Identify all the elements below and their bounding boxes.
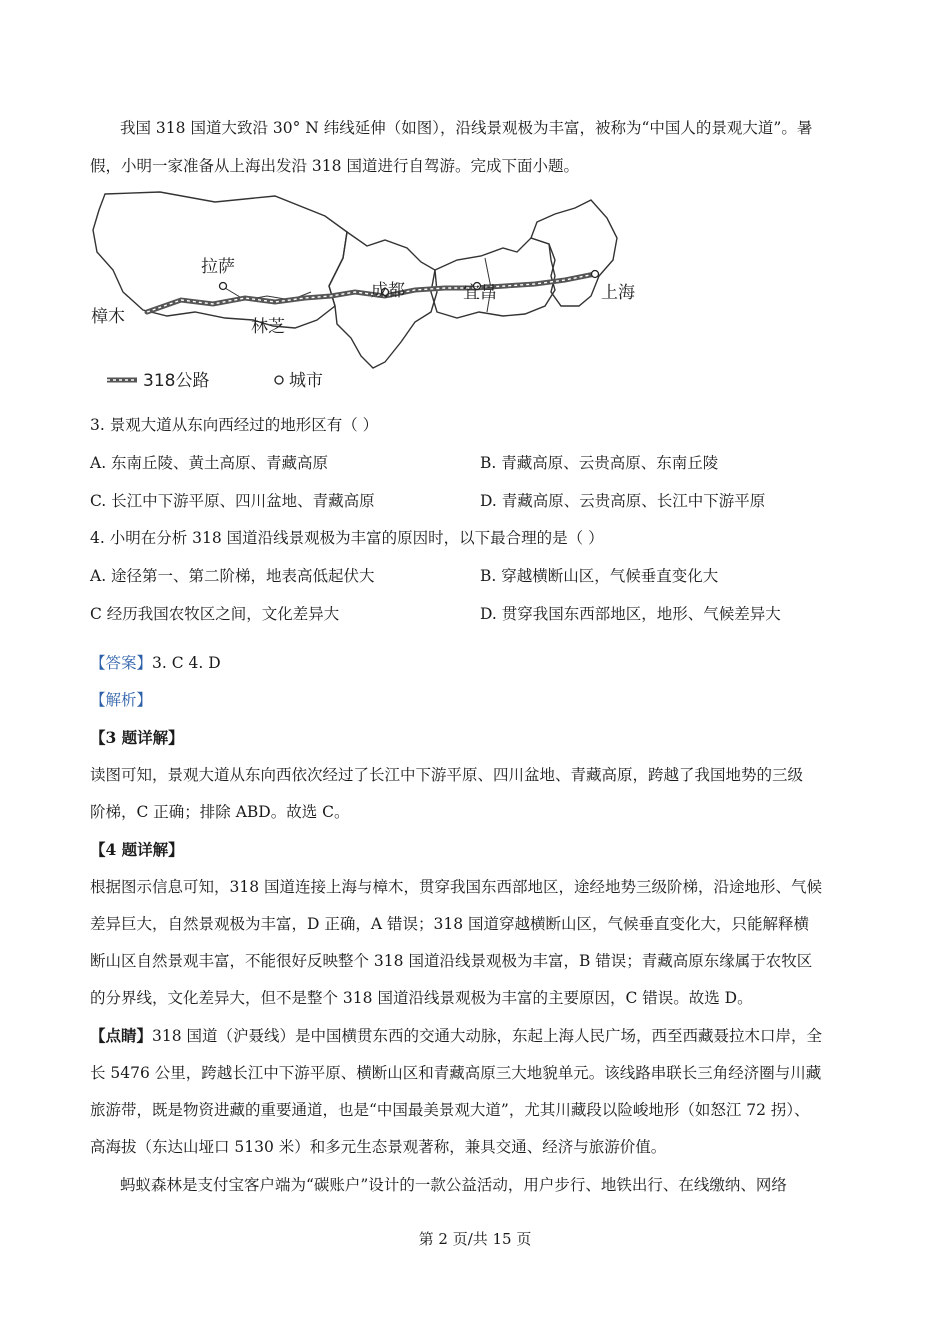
legend-city-icon	[275, 376, 283, 384]
city-label-shanghai: 上海	[601, 283, 635, 303]
detail-4-line-3: 断山区自然景观丰富，不能很好反映整个 318 国道沿线景观极为丰富，B 错误；青藏高原东缘属于农牧区	[90, 952, 813, 970]
city-marker	[220, 283, 227, 290]
tip-label: 【点睛】	[90, 1026, 153, 1045]
detail-3-line-1: 读图可知，景观大道从东向西依次经过了长江中下游平原、四川盆地、青藏高原，跨越了我国地势的三级	[90, 766, 804, 784]
answer-value: 3. C 4. D	[152, 654, 221, 672]
city-label-chengdu: 成都	[371, 281, 405, 301]
page-footer: 第 2 页/共 15 页	[418, 1230, 532, 1248]
answer-line	[90, 652, 221, 674]
detail-4-line-2: 差异巨大，自然景观极为丰富，D 正确，A 错误；318 国道穿越横断山区，气候垂直变化大，只能解释横	[90, 915, 809, 933]
city-marker	[592, 271, 599, 278]
legend-route-label: 318公路	[143, 371, 210, 391]
tip-text: 318 国道（沪聂线）是中国横贯东西的交通大动脉，东起上海人民广场，西至西藏聂拉木口岸，全	[152, 1027, 823, 1045]
tip-line-3: 旅游带，既是物资进藏的重要通道，也是“中国最美景观大道”，尤其川藏段以险峻地形（如怒江 72 拐）、	[90, 1101, 810, 1119]
question-4-stem: 4. 小明在分析 318 国道沿线景观极为丰富的原因时，以下最合理的是（ ）	[90, 529, 604, 547]
question-4-option-b: B. 穿越横断山区，气候垂直变化大	[480, 567, 719, 585]
legend-city-label: 城市	[289, 371, 323, 391]
intro-line-2: 假，小明一家准备从上海出发沿 318 国道进行自驾游。完成下面小题。	[90, 157, 579, 175]
city-label-lasa: 拉萨	[201, 257, 235, 277]
analysis-label: 【解析】	[90, 691, 153, 709]
detail-4-line-4: 的分界线，文化差异大，但不是整个 318 国道沿线景观极为丰富的主要原因，C 错误。故选 D。	[90, 989, 753, 1007]
question-3-option-d: D. 青藏高原、云贵高原、长江中下游平原	[480, 492, 766, 510]
intro-line-1: 我国 318 国道大致沿 30° N 纬线延伸（如图），沿线景观极为丰富，被称为“中国人的景观大道”。暑	[120, 119, 813, 137]
map-region-central	[431, 238, 555, 318]
question-3-option-c: C. 长江中下游平原、四川盆地、青藏高原	[90, 492, 375, 510]
question-4-option-c: C 经历我国农牧区之间，文化差异大	[90, 605, 340, 623]
tip-line-4: 高海拔（东达山垭口 5130 米）和多元生态景观著称，兼具交通、经济与旅游价值。	[90, 1138, 667, 1156]
tip-line-1	[90, 1025, 822, 1047]
answer-label: 【答案】	[90, 654, 153, 672]
question-3-option-b: B. 青藏高原、云贵高原、东南丘陵	[480, 454, 719, 472]
city-label-zhangmu: 樟木	[91, 307, 125, 327]
tip-line-2: 长 5476 公里，跨越长江中下游平原、横断山区和青藏高原三大地貌单元。该线路串联长三角经济圈与川藏	[90, 1064, 822, 1082]
route-318-map	[85, 188, 655, 398]
detail-4-line-1: 根据图示信息可知，318 国道连接上海与樟木，贯穿我国东西部地区，途经地势三级阶梯，沿途地形、气候	[90, 878, 823, 896]
city-label-linzhi: 林芝	[251, 317, 285, 337]
city-label-yichang: 宜昌	[463, 283, 497, 303]
detail-4-title: 【4 题详解】	[90, 840, 184, 859]
question-3-option-a: A. 东南丘陵、黄土高原、青藏高原	[90, 454, 329, 472]
question-4-option-d: D. 贯穿我国东西部地区，地形、气候差异大	[480, 605, 781, 623]
detail-3-title: 【3 题详解】	[90, 728, 184, 747]
question-4-option-a: A. 途径第一、第二阶梯，地表高低起伏大	[90, 567, 375, 585]
next-passage-line: 蚂蚁森林是支付宝客户端为“碳账户”设计的一款公益活动，用户步行、地铁出行、在线缴纳、网络	[120, 1176, 787, 1194]
question-3-stem: 3. 景观大道从东向西经过的地形区有（ ）	[90, 416, 379, 434]
detail-3-line-2: 阶梯，C 正确；排除 ABD。故选 C。	[90, 803, 350, 821]
